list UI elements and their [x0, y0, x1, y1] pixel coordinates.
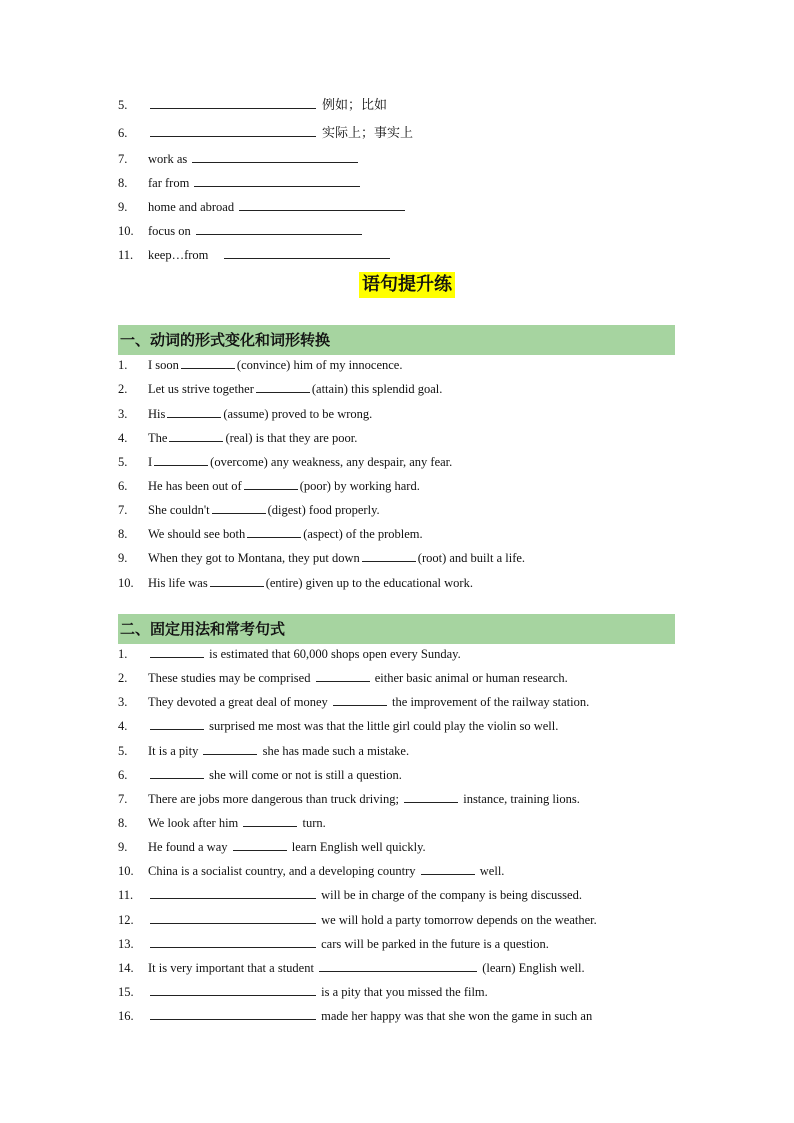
answer-blank[interactable] [421, 861, 475, 875]
sentence-end: will be in charge of the company is being discussed. [321, 888, 582, 902]
vocab-item [118, 173, 362, 193]
answer-blank[interactable] [150, 982, 316, 996]
vocab-item [118, 197, 407, 217]
item-number: 7. [118, 792, 128, 806]
exercise-item [118, 861, 504, 881]
exercise-item [118, 644, 461, 664]
sentence-end: (entire) given up to the educational work. [265, 576, 473, 590]
sentence-end: either basic animal or human research. [374, 671, 568, 685]
item-number: 7. [118, 503, 128, 517]
sentence-end: (overcome) any weakness, any despair, any fear. [210, 455, 453, 469]
answer-blank[interactable] [316, 668, 370, 682]
exercise-item [118, 355, 402, 375]
item-number: 7. [118, 152, 128, 166]
vocab-item [118, 221, 364, 241]
exercise-item [118, 1006, 592, 1026]
vocab-phrase: home and abroad [148, 200, 235, 214]
sentence-start: China is a socialist country, and a developing country [148, 864, 416, 878]
sentence-start: I soon [148, 358, 179, 372]
sentence-start: There are jobs more dangerous than truck driving; [148, 792, 399, 806]
vocab-phrase: keep…from [148, 248, 209, 262]
sentence-start: I [148, 455, 153, 469]
item-number: 8. [118, 176, 128, 190]
sentence-end: (assume) proved to be wrong. [223, 407, 373, 421]
answer-blank[interactable] [210, 573, 264, 587]
item-number: 6. [118, 479, 128, 493]
sentence-end: (aspect) of the problem. [303, 527, 423, 541]
item-number: 5. [118, 744, 128, 758]
sentence-end: is estimated that 60,000 shops open every Sunday. [209, 647, 461, 661]
item-number: 3. [118, 695, 128, 709]
exercise-item [118, 910, 597, 930]
answer-blank[interactable] [150, 765, 204, 779]
answer-blank[interactable] [150, 716, 204, 730]
sentence-end: instance, training lions. [463, 792, 580, 806]
exercise-item [118, 379, 442, 399]
sentence-end: (learn) English well. [482, 961, 585, 975]
answer-blank[interactable] [203, 741, 257, 755]
sentence-end: (digest) food properly. [267, 503, 380, 517]
exercise-item [118, 428, 357, 448]
page-title: 语句提升练 [359, 272, 455, 298]
item-number: 12. [118, 913, 134, 927]
item-number: 9. [118, 200, 128, 214]
sentence-end: made her happy was that she won the game in such an [321, 1009, 593, 1023]
sentence-end: learn English well quickly. [291, 840, 426, 854]
answer-blank[interactable] [212, 500, 266, 514]
answer-blank[interactable] [150, 95, 316, 109]
sentence-end: cars will be parked in the future is a question. [321, 937, 549, 951]
sentence-end: we will hold a party tomorrow depends on the weather. [321, 913, 597, 927]
item-number: 5. [118, 98, 128, 112]
answer-blank[interactable] [239, 197, 405, 211]
sentence-start: He has been out of [148, 479, 242, 493]
answer-blank[interactable] [192, 149, 358, 163]
answer-blank[interactable] [194, 173, 360, 187]
answer-blank[interactable] [247, 524, 301, 538]
exercise-item [118, 573, 473, 593]
item-number: 4. [118, 719, 128, 733]
exercise-item [118, 837, 426, 857]
sentence-end: well. [479, 864, 505, 878]
answer-blank[interactable] [154, 452, 208, 466]
sentence-start: These studies may be comprised [148, 671, 311, 685]
exercise-item [118, 789, 580, 809]
answer-blank[interactable] [150, 910, 316, 924]
answer-blank[interactable] [150, 934, 316, 948]
answer-blank[interactable] [256, 379, 310, 393]
exercise-item [118, 934, 549, 954]
exercise-item [118, 982, 488, 1002]
exercise-item [118, 885, 582, 905]
sentence-start: It is a pity [148, 744, 199, 758]
item-number: 6. [118, 126, 128, 140]
item-number: 1. [118, 358, 128, 372]
item-number: 10. [118, 224, 134, 238]
item-number: 10. [118, 864, 134, 878]
item-number: 8. [118, 816, 128, 830]
item-number: 5. [118, 455, 128, 469]
exercise-item [118, 404, 372, 424]
vocab-item [118, 95, 387, 115]
item-number: 2. [118, 382, 128, 396]
exercise-item [118, 765, 402, 785]
item-number: 2. [118, 671, 128, 685]
vocab-item [118, 149, 360, 169]
sentence-end: surprised me most was that the little girl could play the violin so well. [209, 719, 559, 733]
item-number: 8. [118, 527, 128, 541]
item-number: 15. [118, 985, 134, 999]
item-number: 14. [118, 961, 134, 975]
sentence-start: She couldn't [148, 503, 210, 517]
exercise-item [118, 741, 409, 761]
sentence-end: (real) is that they are poor. [225, 431, 358, 445]
sentence-end: is a pity that you missed the film. [321, 985, 488, 999]
answer-blank[interactable] [319, 958, 477, 972]
sentence-end: turn. [302, 816, 326, 830]
sentence-start: When they got to Montana, they put down [148, 551, 360, 565]
answer-blank[interactable] [167, 404, 221, 418]
sentence-start: His life was [148, 576, 208, 590]
sentence-start: His [148, 407, 166, 421]
exercise-item [118, 524, 423, 544]
item-number: 9. [118, 840, 128, 854]
exercise-item [118, 452, 452, 472]
sentence-end: she will come or not is still a question. [209, 768, 402, 782]
sentence-end: the improvement of the railway station. [392, 695, 590, 709]
answer-blank[interactable] [150, 885, 316, 899]
answer-blank[interactable] [181, 355, 235, 369]
exercise-item [118, 692, 589, 712]
sentence-start: Let us strive together [148, 382, 254, 396]
section-heading-verb-forms: 一、动词的形式变化和词形转换 [118, 325, 675, 355]
item-number: 1. [118, 647, 128, 661]
item-number: 11. [118, 248, 134, 262]
sentence-end: (poor) by working hard. [299, 479, 420, 493]
vocab-meaning: 例如；比如 [322, 98, 388, 113]
vocab-meaning: 实际上；事实上 [322, 126, 414, 141]
sentence-end: (convince) him of my innocence. [236, 358, 403, 372]
answer-blank[interactable] [150, 123, 316, 137]
exercise-item [118, 548, 525, 568]
section-heading-fixed-usage: 二、固定用法和常考句式 [118, 614, 675, 644]
item-number: 6. [118, 768, 128, 782]
sentence-start: They devoted a great deal of money [148, 695, 328, 709]
sentence-start: It is very important that a student [148, 961, 314, 975]
item-number: 16. [118, 1009, 134, 1023]
exercise-item [118, 716, 558, 736]
item-number: 10. [118, 576, 134, 590]
exercise-item [118, 500, 380, 520]
item-number: 13. [118, 937, 134, 951]
answer-blank[interactable] [333, 692, 387, 706]
vocab-item [118, 123, 413, 143]
exercise-item [118, 958, 585, 978]
sentence-start: We look after him [148, 816, 239, 830]
item-number: 4. [118, 431, 128, 445]
answer-blank[interactable] [196, 221, 362, 235]
answer-blank[interactable] [404, 789, 458, 803]
vocab-item [118, 245, 392, 265]
item-number: 3. [118, 407, 128, 421]
answer-blank[interactable] [150, 1006, 316, 1020]
sentence-start: The [148, 431, 168, 445]
answer-blank[interactable] [169, 428, 223, 442]
answer-blank[interactable] [233, 837, 287, 851]
vocab-phrase: work as [148, 152, 188, 166]
sentence-end: she has made such a mistake. [262, 744, 410, 758]
exercise-item [118, 476, 420, 496]
sentence-start: He found a way [148, 840, 228, 854]
answer-blank[interactable] [243, 813, 297, 827]
sentence-end: (attain) this splendid goal. [311, 382, 443, 396]
vocab-phrase: focus on [148, 224, 191, 238]
sentence-start: We should see both [148, 527, 246, 541]
vocab-phrase: far from [148, 176, 190, 190]
answer-blank[interactable] [244, 476, 298, 490]
exercise-item [118, 813, 326, 833]
answer-blank[interactable] [150, 644, 204, 658]
item-number: 11. [118, 888, 134, 902]
exercise-item [118, 668, 568, 688]
answer-blank[interactable] [224, 245, 390, 259]
item-number: 9. [118, 551, 128, 565]
sentence-end: (root) and built a life. [417, 551, 526, 565]
answer-blank[interactable] [362, 548, 416, 562]
